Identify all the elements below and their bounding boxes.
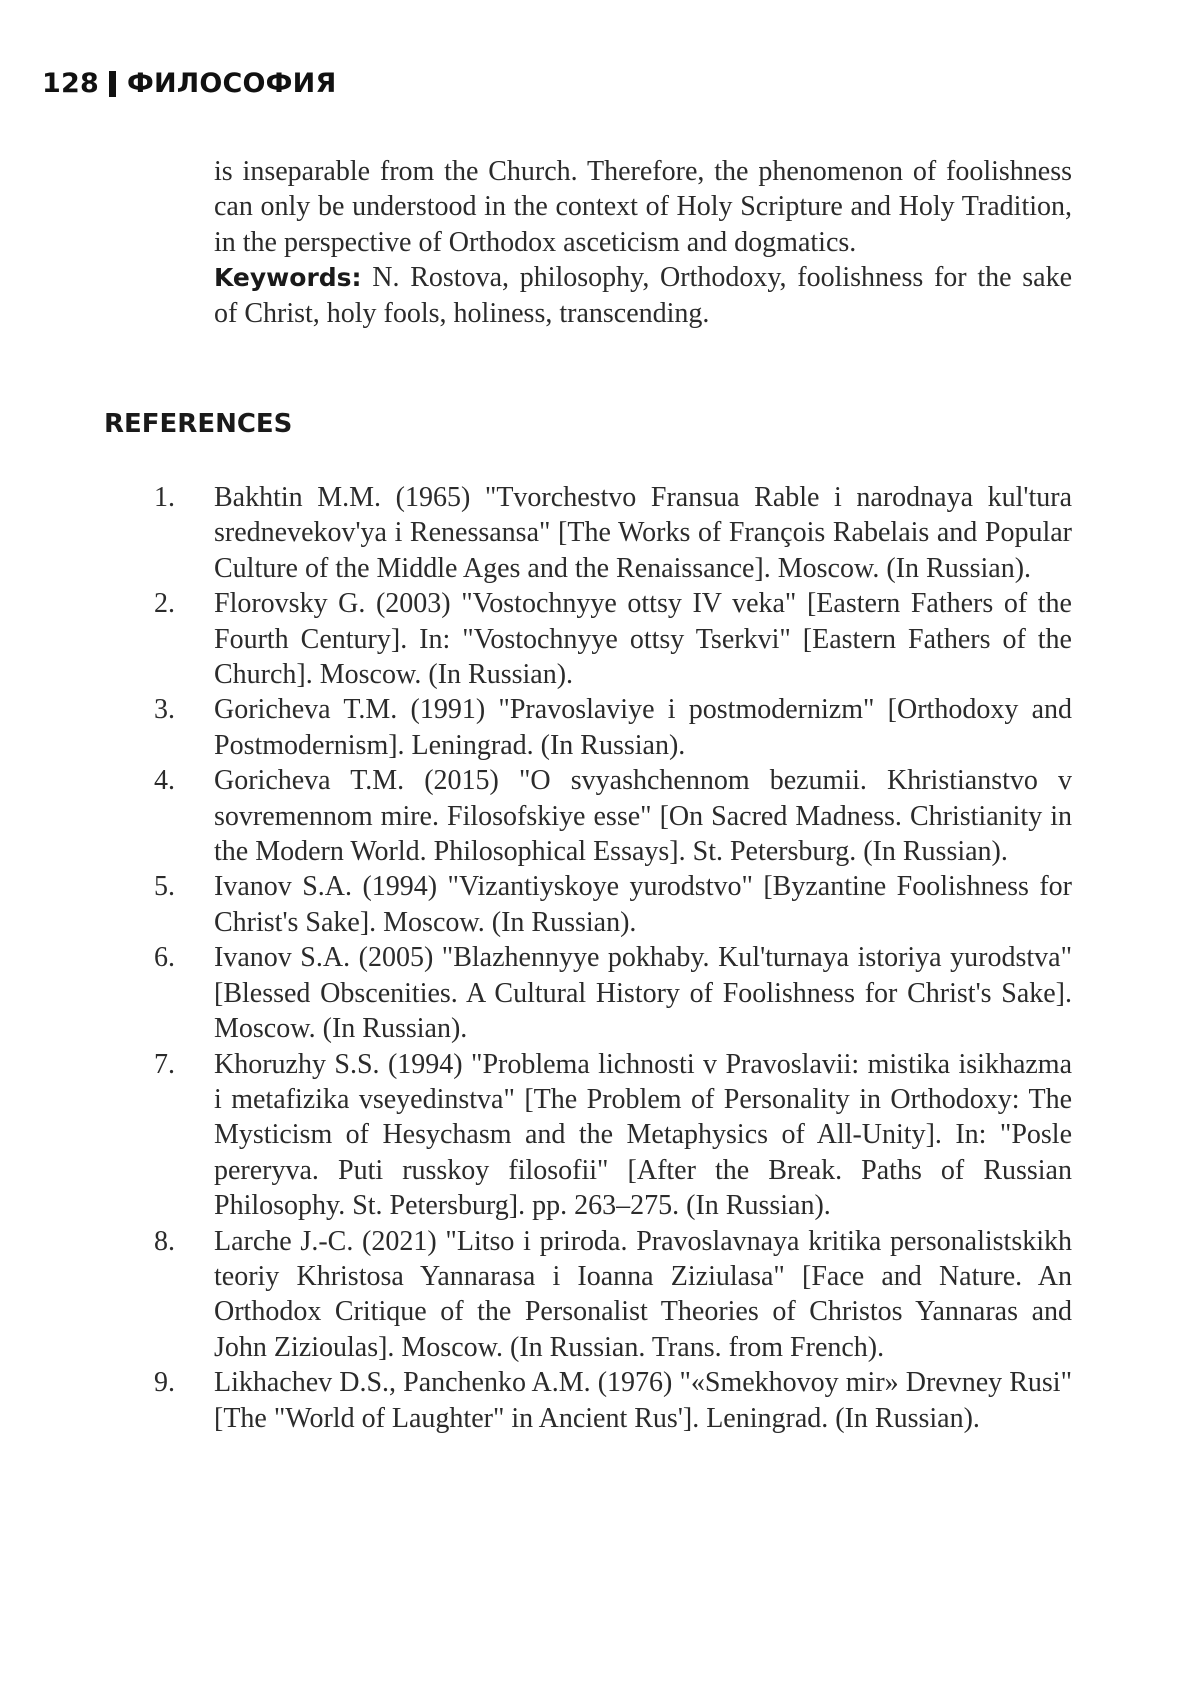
- running-head: [42, 64, 336, 104]
- keywords-label: Keywords:: [214, 263, 362, 293]
- reference-text: Ivanov S.A. (1994) "Vizantiyskoye yurodstvo" [Byzantine Foolishness for Christ's Sake]. Moscow. (In Russian).: [214, 871, 1072, 938]
- reference-text: Florovsky G. (2003) "Vostochnyye ottsy IV veka" [Eastern Fathers of the Fourth Century]. In: "Vostochnyye ottsy Tserkvi" [Eastern Fathers of the Church]. Moscow. (In Russian).: [214, 588, 1072, 691]
- reference-text: Likhachev D.S., Panchenko A.M. (1976) "«Smekhovoy mir» Drevney Rusi" [The "World of Laughter" in Ancient Rus']. Leningrad. (In Russian).: [214, 1367, 1072, 1434]
- references-heading: REFERENCES: [104, 409, 293, 439]
- reference-text: Goricheva T.M. (1991) "Pravoslaviye i postmodernizm" [Orthodoxy and Postmodernism]. Leningrad. (In Russian).: [214, 694, 1072, 761]
- reference-number: 5.: [154, 871, 175, 903]
- reference-number: 4.: [154, 765, 175, 797]
- reference-number: 3.: [154, 694, 175, 726]
- references-list: [154, 480, 1072, 1436]
- reference-number: 9.: [154, 1367, 175, 1399]
- reference-item: [154, 480, 1072, 586]
- abstract-text: is inseparable from the Church. Therefore, the phenomenon of foolishness can only be understood in the context of Holy Scripture and Holy Tradition, in the perspective of Orthodox asceticism and dogmatics.: [214, 156, 1072, 258]
- reference-number: 8.: [154, 1225, 175, 1257]
- reference-item: [154, 586, 1072, 692]
- reference-text: Larche J.-C. (2021) "Litso i priroda. Pravoslavnaya kritika personalistskikh teoriy Khristosa Yannarasa i Ioanna Ziziulasa" [Face and Nature. An Orthodox Critique of the Personalist Theories of Christos Yannaras and John Zizioulas]. Moscow. (In Russian. Trans. from French).: [214, 1225, 1072, 1363]
- reference-item: [154, 1365, 1072, 1436]
- reference-item: [154, 763, 1072, 869]
- reference-item: [154, 692, 1072, 763]
- keywords-paragraph: [214, 260, 1072, 331]
- reference-text: Khoruzhy S.S. (1994) "Problema lichnosti v Pravoslavii: mistika isikhazma i metafizika vseyedinstva" [The Problem of Personality in Orthodoxy: The Mysticism of Hesychasm and the Metaphysics of All-Unity]. In: "Posle pereryva. Puti russkoy filosofii" [After the Break. Paths of Russian Philosophy. St. Petersburg]. pp. 263–275. (In Russian).: [214, 1048, 1072, 1222]
- section-title: ФИЛОСОФИЯ: [126, 68, 337, 99]
- reference-number: 1.: [154, 482, 175, 513]
- reference-item: [154, 1047, 1072, 1224]
- reference-text: Goricheva T.M. (2015) "O svyashchennom bezumii. Khristianstvo v sovremennom mire. Filosofskiye esse" [On Sacred Madness. Christianity in the Modern World. Philosophical Essays]. St. Petersburg. (In Russian).: [214, 765, 1072, 868]
- reference-text: Ivanov S.A. (2005) "Blazhennyye pokhaby. Kul'turnaya istoriya yurodstva" [Blessed Obscenities. A Cultural History of Foolishness for Christ's Sake]. Moscow. (In Russian).: [214, 942, 1072, 1045]
- reference-item: [154, 869, 1072, 940]
- header-separator-bar: [109, 71, 116, 97]
- reference-number: 6.: [154, 942, 175, 974]
- reference-text: Bakhtin M.M. (1965) "Tvorchestvo Fransua Rable i narodnaya kul'tura srednevekov'ya i Renessansa" [The Works of François Rabelais and Popular Culture of the Middle Ages and the Renaissance]. Moscow. (In Russian).: [214, 482, 1072, 584]
- reference-number: 7.: [154, 1048, 175, 1080]
- reference-item: [154, 1224, 1072, 1366]
- keywords-text: N. Rostova, philosophy, Orthodoxy, foolishness for the sake of Christ, holy fools, holiness, transcending.: [214, 262, 1073, 329]
- page-number: 128: [42, 68, 99, 99]
- abstract-continuation: [214, 154, 1072, 331]
- reference-item: [154, 940, 1072, 1046]
- reference-number: 2.: [154, 588, 175, 620]
